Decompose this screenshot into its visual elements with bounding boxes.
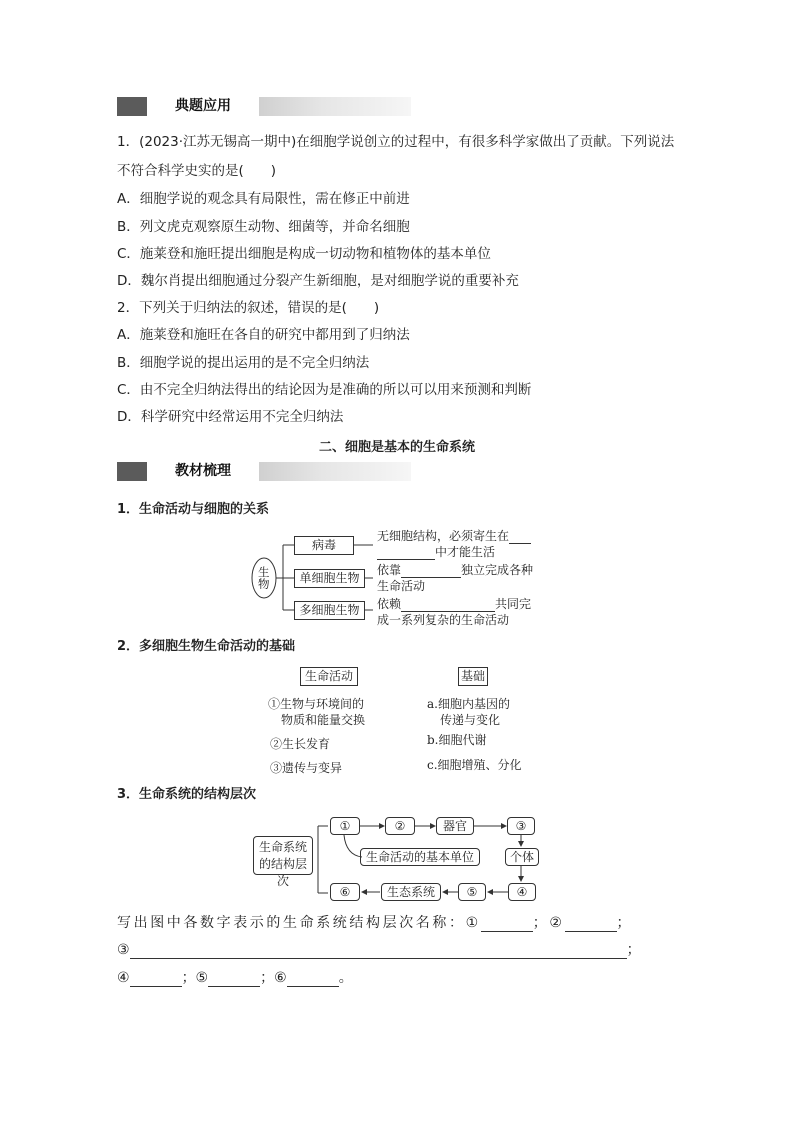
q1-option-c: C．施莱登和施旺提出细胞是构成一切动物和植物体的基本单位 — [117, 246, 491, 262]
level-6-box: ⑥ — [330, 883, 360, 901]
multi-text-2: 成一系列复杂的生命活动 — [377, 613, 510, 627]
level-4-box: ④ — [508, 883, 536, 901]
virus-box: 病毒 — [294, 536, 354, 555]
section-title: 典题应用 — [147, 97, 259, 116]
answer-blank-2[interactable] — [565, 917, 617, 932]
basis-a2: 传递与变化 — [440, 713, 501, 727]
answer-blank-6[interactable] — [287, 972, 339, 987]
heading-2: 2．多细胞生物生命活动的基础 — [117, 639, 296, 654]
ecosystem-box: 生态系统 — [381, 883, 441, 901]
section-title: 教材梳理 — [147, 462, 259, 481]
q1-option-b: B．列文虎克观察原生动物、细菌等，并命名细胞 — [117, 219, 410, 235]
answer-blank-5[interactable] — [208, 972, 260, 987]
individual-box: 个体 — [505, 848, 539, 866]
blank[interactable] — [401, 565, 461, 578]
q2-option-d: D．科学研究中经常运用不完全归纳法 — [117, 409, 344, 425]
multi-text-1: 依赖 共同完 — [377, 597, 532, 611]
basis-a1: a.细胞内基因的 — [427, 697, 510, 711]
q1-option-a: A．细胞学说的观念具有局限性，需在修正中前进 — [117, 191, 410, 207]
question-1-line2: 不符合科学史实的是( ) — [117, 163, 277, 179]
level-1-box: ① — [330, 817, 360, 835]
answer-blank-4[interactable] — [130, 972, 182, 987]
part-2-title: 二、细胞是基本的生命系统 — [318, 440, 475, 455]
unicellular-box: 单细胞生物 — [294, 569, 365, 588]
basis-header: 基础 — [458, 667, 488, 686]
answer-blank-1[interactable] — [481, 917, 533, 932]
q2-option-a: A．施莱登和施旺在各自的研究中都用到了归纳法 — [117, 327, 410, 343]
activity-1a: ①生物与环境间的 — [268, 697, 365, 711]
q2-option-b: B．细胞学说的提出运用的是不完全归纳法 — [117, 355, 370, 371]
uni-text-2: 生命活动 — [377, 579, 426, 593]
virus-text-1: 无细胞结构，必须寄生在 — [377, 529, 531, 544]
structure-levels-label: 生命系统 的结构层次 — [253, 836, 313, 875]
blank[interactable] — [377, 547, 435, 560]
activity-3: ③遗传与变异 — [270, 761, 343, 775]
fill-in-line-3: ④ ；⑤ ；⑥ 。 — [117, 970, 353, 986]
activity-2: ②生长发育 — [270, 737, 331, 751]
blank[interactable] — [401, 599, 495, 612]
fill-in-line-2: ③ ； — [117, 942, 641, 958]
uni-text-1: 依靠 独立完成各种 — [377, 563, 534, 577]
basis-b: b.细胞代谢 — [427, 733, 487, 747]
level-2-box: ② — [385, 817, 415, 835]
organ-box: 器官 — [436, 817, 474, 835]
activity-1b: 物质和能量交换 — [281, 713, 366, 727]
basic-unit-box: 生命活动的基本单位 — [360, 848, 480, 866]
blank[interactable] — [509, 531, 531, 544]
fill-in-line-1: 写出图中各数字表示的生命系统结构层次名称：① ；② ； — [117, 915, 634, 931]
heading-3: 3．生命系统的结构层次 — [117, 787, 257, 802]
answer-blank-3[interactable] — [130, 944, 627, 959]
question-2-line1: 2．下列关于归纳法的叙述，错误的是( ) — [117, 300, 380, 316]
life-activity-header: 生命活动 — [300, 667, 358, 686]
level-5-box: ⑤ — [458, 883, 486, 901]
question-1-line1: 1．(2023·江苏无锡高一期中)在细胞学说创立的过程中，有很多科学家做出了贡献。下列说法 — [117, 134, 675, 150]
level-3-box: ③ — [507, 817, 535, 835]
organism-label: 生 物 — [258, 565, 270, 591]
basis-c: c.细胞增殖、分化 — [427, 758, 522, 772]
virus-text-2: 中才能生活 — [377, 545, 495, 560]
multicellular-box: 多细胞生物 — [294, 601, 365, 620]
heading-1: 1．生命活动与细胞的关系 — [117, 502, 270, 517]
q2-option-c: C．由不完全归纳法得出的结论因为是准确的所以可以用来预测和判断 — [117, 382, 532, 398]
q1-option-d: D．魏尔肖提出细胞通过分裂产生新细胞，是对细胞学说的重要补充 — [117, 273, 519, 289]
